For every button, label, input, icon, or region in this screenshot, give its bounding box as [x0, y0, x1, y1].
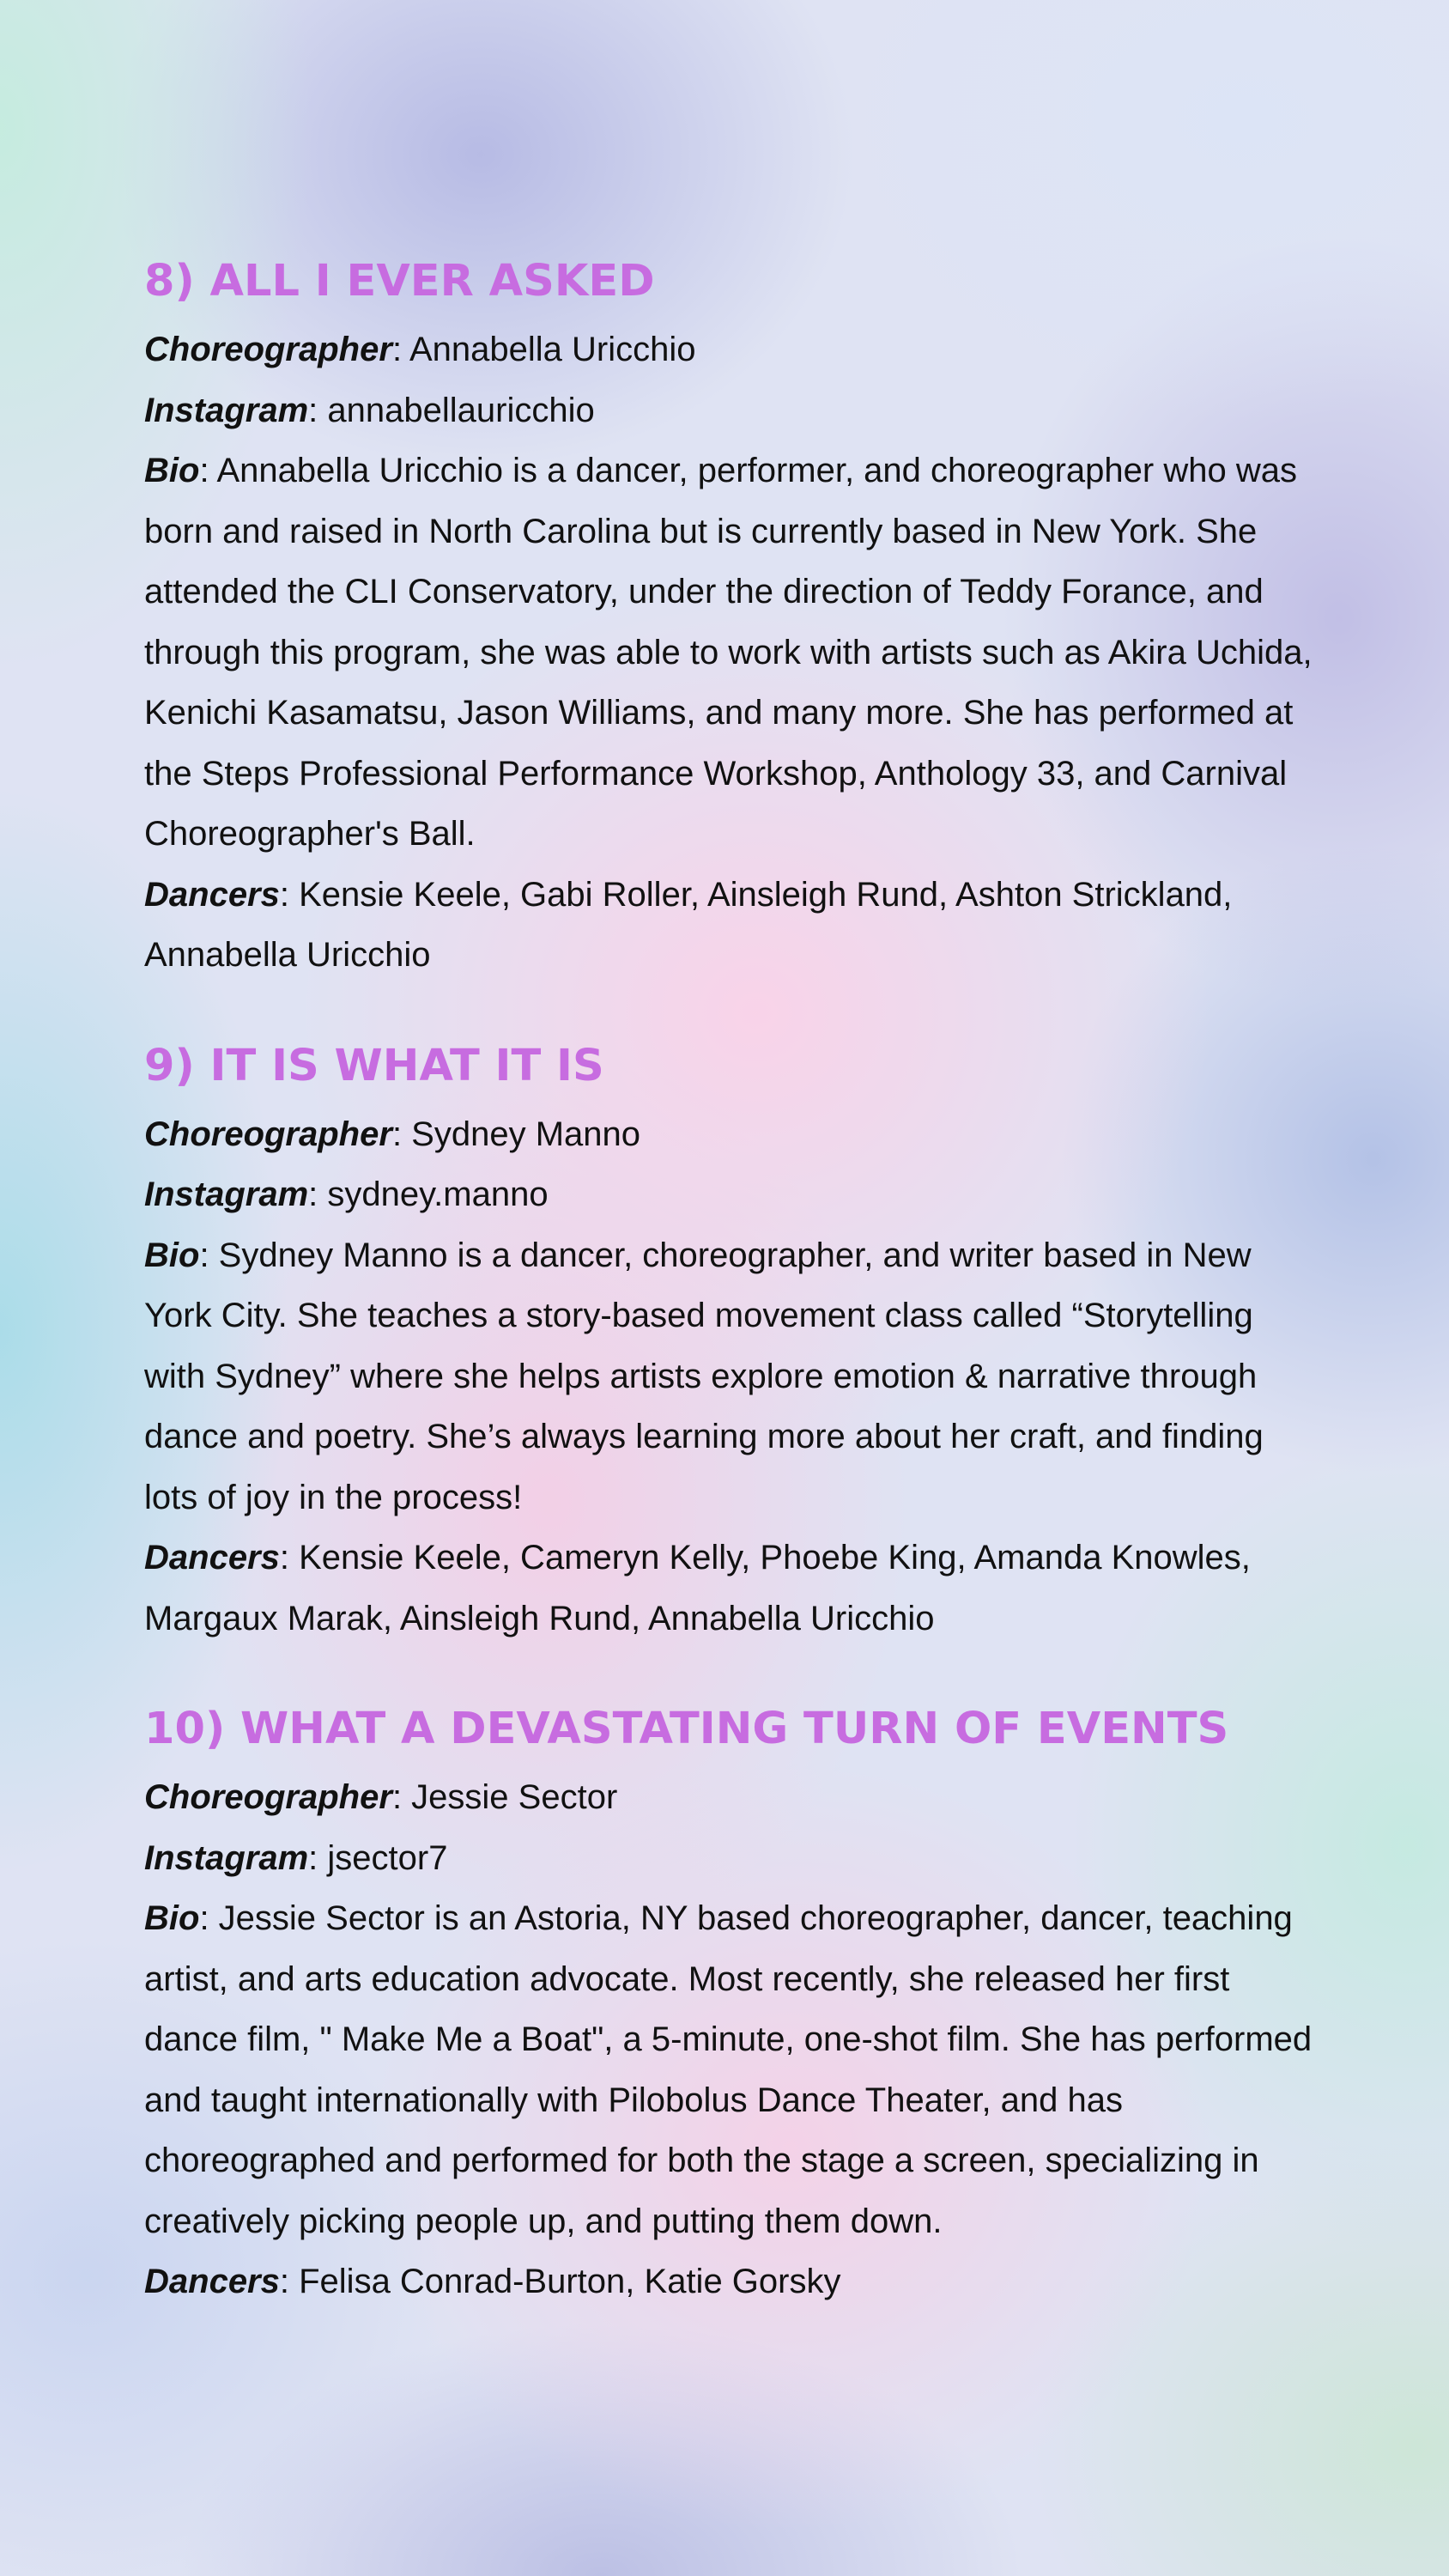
piece-section-10 — [144, 1698, 1320, 2312]
bio-text: Annabella Uricchio is a dancer, performer, and choreographer who was born and raised in North Carolina but is currently based in New York. She attended the CLI Conservatory, under the direction of Teddy Forance, and through this program, she was able to work with artists such as Akira Uchida, Kenichi Kasamatsu, Jason Williams, and many more. She has performed at the Steps Professional Performance Workshop, Anthology 33, and Carnival Choreographer's Ball. — [144, 452, 1313, 853]
dancers-list: Kensie Keele, Cameryn Kelly, Phoebe King, Amanda Knowles, Margaux Marak, Ainsleigh Rund, Annabella Uricchio — [144, 1539, 1251, 1637]
dancers-label: Dancers — [144, 2263, 280, 2300]
choreographer-label: Choreographer — [144, 331, 392, 368]
bio-text: Jessie Sector is an Astoria, NY based choreographer, dancer, teaching artist, and arts education advocate. Most recently, she released her first dance film, " Make Me a Boat", a 5-minute, one-shot film. She has performed and taught internationally with Pilobolus Dance Theater, and has choreographed and performed for both the stage a screen, specializing in creatively picking people up, and putting them down. — [144, 1899, 1313, 2240]
instagram-label: Instagram — [144, 1176, 309, 1213]
bio-paragraph: Bio: Sydney Manno is a dancer, choreographer, and writer based in New York City. She teaches a story-based movement class called “Storytelling with Sydney” where she helps artists explore emotion & narrative through dance and poetry. She’s always learning more about her craft, and finding lots of joy in the process! — [144, 1236, 1264, 1516]
dancers-paragraph: Dancers: Kensie Keele, Cameryn Kelly, Phoebe King, Amanda Knowles, Margaux Marak, Ainsleigh Rund, Annabella Uricchio — [144, 1539, 1251, 1637]
instagram-label: Instagram — [144, 1838, 309, 1877]
piece-title: 9) IT IS WHAT IT IS — [144, 1040, 604, 1091]
dancers-paragraph: Dancers: Kensie Keele, Gabi Roller, Ainsleigh Rund, Ashton Strickland, Annabella Uricchio — [144, 875, 1233, 974]
piece-section-8 — [144, 251, 1320, 986]
program-content — [144, 251, 1320, 2362]
bio-label: Bio — [144, 1899, 200, 1937]
instagram-handle: jsector7 — [327, 1838, 448, 1877]
choreographer-label: Choreographer — [144, 1778, 392, 1816]
bio-label: Bio — [144, 1236, 200, 1274]
piece-title: 8) ALL I EVER ASKED — [144, 256, 655, 307]
piece-section-9 — [144, 1036, 1320, 1649]
bio-label: Bio — [144, 452, 200, 489]
dancers-label: Dancers — [144, 875, 280, 914]
dancers-list: Kensie Keele, Gabi Roller, Ainsleigh Rund, Ashton Strickland, Annabella Uricchio — [144, 875, 1233, 974]
choreographer-line: Choreographer: Sydney Manno — [144, 1115, 641, 1153]
dancers-label: Dancers — [144, 1539, 280, 1577]
choreographer-name: Jessie Sector — [411, 1778, 618, 1816]
piece-title: 10) WHAT A DEVASTATING TURN OF EVENTS — [144, 1704, 1229, 1754]
choreographer-label: Choreographer — [144, 1115, 392, 1153]
instagram-handle: sydney.manno — [327, 1176, 549, 1213]
choreographer-line: Choreographer: Jessie Sector — [144, 1778, 618, 1816]
choreographer-name: Annabella Uricchio — [409, 331, 696, 368]
bio-paragraph: Bio: Annabella Uricchio is a dancer, performer, and choreographer who was born and raised in North Carolina but is currently based in New York. She attended the CLI Conservatory, under the direction of Teddy Forance, and through this program, she was able to work with artists such as Akira Uchida, Kenichi Kasamatsu, Jason Williams, and many more. She has performed at the Steps Professional Performance Workshop, Anthology 33, and Carnival Choreographer's Ball. — [144, 452, 1313, 853]
choreographer-name: Sydney Manno — [411, 1115, 641, 1153]
dancers-list: Felisa Conrad-Burton, Katie Gorsky — [299, 2263, 841, 2300]
instagram-handle: annabellauricchio — [327, 391, 595, 429]
dancers-paragraph: Dancers: Felisa Conrad-Burton, Katie Gorsky — [144, 2263, 841, 2300]
instagram-line: Instagram: annabellauricchio — [144, 391, 595, 429]
instagram-line: Instagram: jsector7 — [144, 1838, 448, 1877]
bio-paragraph: Bio: Jessie Sector is an Astoria, NY based choreographer, dancer, teaching artist, and arts education advocate. Most recently, she released her first dance film, " Make Me a Boat", a 5-minute, one-shot film. She has performed and taught internationally with Pilobolus Dance Theater, and has choreographed and performed for both the stage a screen, specializing in creatively picking people up, and putting them down. — [144, 1899, 1313, 2240]
choreographer-line: Choreographer: Annabella Uricchio — [144, 331, 696, 368]
instagram-label: Instagram — [144, 391, 309, 429]
instagram-line: Instagram: sydney.manno — [144, 1176, 549, 1213]
bio-text: Sydney Manno is a dancer, choreographer, and writer based in New York City. She teaches a story-based movement class called “Storytelling with Sydney” where she helps artists explore emotion & narrative through dance and poetry. She’s always learning more about her craft, and finding lots of joy in the process! — [144, 1236, 1264, 1516]
